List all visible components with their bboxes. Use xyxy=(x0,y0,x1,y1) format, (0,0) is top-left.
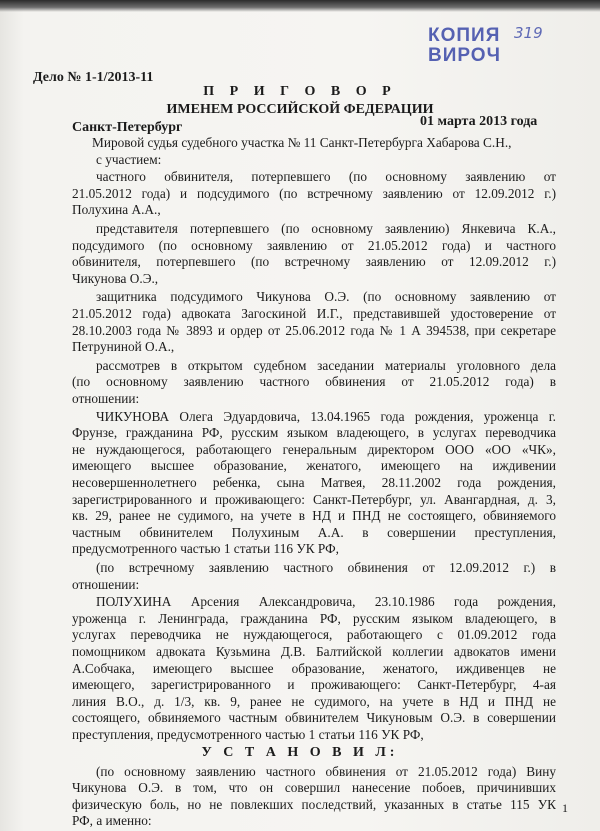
text-line: А.Собчака, имеющего высшее образование, женатого, иждивенцев не xyxy=(72,661,556,676)
text-line: частным обвинителем Полухиным А.А. в совершении преступления, xyxy=(72,525,556,540)
text-line: Полухина А.А., xyxy=(72,202,161,217)
text-line: кв. 29, ранее не судимого, на учете в НД и ПНД не состоящего, обвиняемого xyxy=(72,508,556,523)
text-line-after: физическую боль, но не повлекших последствий, указанных в статье 115 УК xyxy=(72,797,556,812)
text-line-after: Чикунова О.Э. в том, что он совершил нанесение побоев, причинивших xyxy=(72,780,556,795)
document-title: П Р И Г О В О Р xyxy=(203,84,397,99)
text-line: имеющего, зарегистрированного и проживающего: Санкт-Петербург, 4-ая xyxy=(72,677,556,692)
text-line: услугах переводчика не нуждающегося, работающего с 01.09.2012 года xyxy=(72,627,556,642)
text-line: Мировой судья судебного участка № 11 Санкт-Петербурга Хабарова С.Н., xyxy=(92,135,512,150)
text-line: обвинителя, потерпевшего (по встречному заявлению от 12.09.2012 г.) xyxy=(72,254,556,269)
text-line: несовершеннолетнего ребенка, сына Матвея, 28.11.2002 года рождения, xyxy=(72,475,556,490)
text-line-after: (по основному заявлению частного обвинения от 21.05.2012 года) Вину xyxy=(96,764,556,779)
text-line: не нуждающегося, работающего генеральным директором ООО «ОО «ЧК», xyxy=(72,442,556,457)
text-line: отношении: xyxy=(72,391,140,406)
text-line: 21.05.2012 года) адвоката Загоскиной И.Г., представившей удостоверение от xyxy=(72,306,556,321)
text-line: Петруниной О.А., xyxy=(72,339,175,354)
text-line: ЧИКУНОВА Олега Эдуардовича, 13.04.1965 года рождения, уроженца г. xyxy=(96,409,556,424)
case-number: Дело № 1-1/2013-11 xyxy=(33,70,154,85)
text-line: подсудимого (по основному заявлению от 21.05.2012 года) и частного xyxy=(72,238,556,253)
text-line: защитника подсудимого Чикунова О.Э. (по основному заявлению от xyxy=(96,289,556,304)
text-line: имеющего высшее образование, женатого, имеющего на иждивении xyxy=(72,458,556,473)
text-line: рассмотрев в открытом судебном заседании материалы уголовного дела xyxy=(96,358,556,373)
text-line: уроженца г. Ленинграда, гражданина РФ, русским языком владеющего, в xyxy=(72,611,556,626)
text-line: 28.10.2003 года № 3893 и ордер от 25.06.2012 года № 1 А 394538, при секретаре xyxy=(72,323,556,338)
document-city: Санкт-Петербург xyxy=(72,120,183,135)
text-line: ПОЛУХИНА Арсения Александровича, 23.10.1986 года рождения, xyxy=(96,594,556,609)
text-line: помощником адвоката Кузьмина Д.В. Балтийской коллегии адвокатов имени xyxy=(72,644,556,659)
section-heading-established: У С Т А Н О В И Л: xyxy=(201,745,399,760)
text-line: зарегистрированного и проживающего: Санкт-Петербург, ул. Авангардная, д. 3, xyxy=(72,492,556,507)
text-line: Фрунзе, гражданина РФ, русским языком владеющего, в услугах переводчика xyxy=(72,425,556,440)
scan-edge-shadow xyxy=(0,0,600,12)
stamp-word-1: КОПИЯ xyxy=(428,25,501,46)
stamp-word-2: ВИРОЧ xyxy=(428,45,501,66)
text-line-after: РФ, а именно: xyxy=(72,813,152,828)
text-line: 21.05.2012 года) и подсудимого (по встречному заявлению от 12.09.2012 г.) xyxy=(72,186,556,201)
text-line: отношении: xyxy=(72,577,140,592)
stamp-number: 319 xyxy=(514,24,543,42)
text-line: линия В.О., д. 1/3, кв. 9, ранее не судимого, на учете в НД и ПНД не xyxy=(72,694,556,709)
text-line: Чикунова О.Э., xyxy=(72,271,159,286)
text-line: с участием: xyxy=(96,152,162,167)
document-subtitle: ИМЕНЕМ РОССИЙСКОЙ ФЕДЕРАЦИИ xyxy=(166,102,434,117)
page-number: 1 xyxy=(562,801,568,815)
copy-stamp xyxy=(428,24,548,72)
text-line: преступления, предусмотренного частью 1 статьи 116 УК РФ, xyxy=(72,727,424,742)
text-line: состоящего, обвиняемого частным обвинителем Чикуновым О.Э. в совершении xyxy=(72,710,556,725)
text-line: предусмотренного частью 1 статьи 116 УК РФ, xyxy=(72,541,339,556)
document-date: 01 марта 2013 года xyxy=(420,114,538,129)
text-line: (по встречному заявлению частного обвинения от 12.09.2012 г.) в xyxy=(96,560,556,575)
text-line: представителя потерпевшего (по основному заявлению) Янкевича К.А., xyxy=(96,221,556,236)
text-line: (по основному заявлению частного обвинения от 21.05.2012 года) в xyxy=(72,374,556,389)
text-line: частного обвинителя, потерпевшего (по основному заявлению от xyxy=(96,169,556,184)
